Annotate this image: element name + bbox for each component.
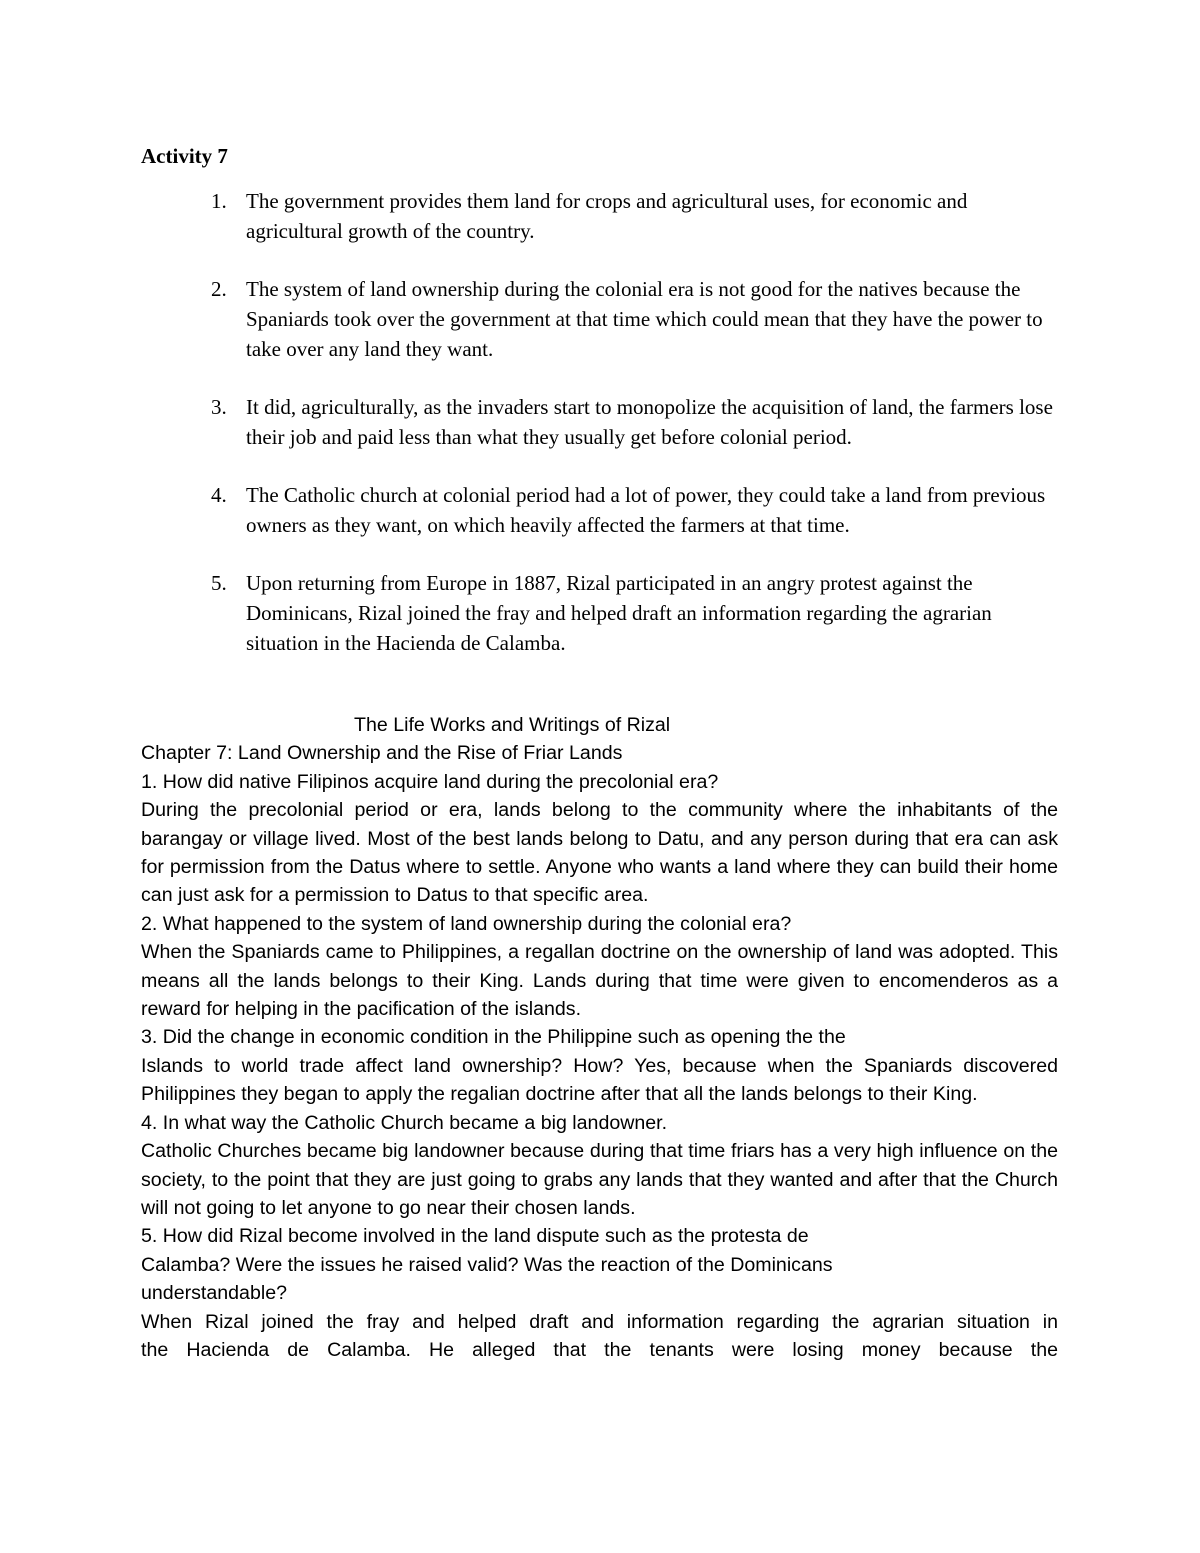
answer-item <box>0 392 1200 452</box>
answer-item <box>0 568 1200 658</box>
chapter-heading: Chapter 7: Land Ownership and the Rise of Friar Lands <box>141 742 623 765</box>
answer-item <box>0 274 1200 364</box>
question-5-line: understandable? <box>141 1282 287 1305</box>
question-1: 1. How did native Filipinos acquire land during the precolonial era? <box>141 770 719 793</box>
answer-number: 2. <box>211 277 227 301</box>
answer-number: 4. <box>211 483 227 507</box>
activity-answer-list <box>0 186 1200 686</box>
answer-number: 3. <box>211 395 227 419</box>
answer-number: 1. <box>211 189 227 213</box>
question-5-line: Calamba? Were the issues he raised valid? Was the reaction of the Dominicans <box>141 1253 833 1276</box>
question-5-line: 5. How did Rizal become involved in the land dispute such as the protesta de <box>141 1225 809 1248</box>
activity-title: Activity 7 <box>141 144 228 168</box>
answer-1: During the precolonial period or era, lands belong to the community where the inhabitants of the barangay or village lived. Most of the best lands belong to Datu, and any person during that era can ask for permission from the Datus where to settle. Anyone who wants a land where they can build their home can just ask for a permission to Datus to that specific area. <box>141 799 1058 907</box>
answer-text: Upon returning from Europe in 1887, Rizal participated in an angry protest against the Dominicans, Rizal joined the fray and helped draft an information regarding the agrarian situation in the Hacienda de Calamba. <box>246 571 992 655</box>
answer-text: The system of land ownership during the colonial era is not good for the natives because the Spaniards took over the government at that time which could mean that they have the power to take over any land they want. <box>246 277 1043 361</box>
answer-number: 5. <box>211 571 227 595</box>
answer-5-line: the Hacienda de Calamba. He alleged that the tenants were losing money because the <box>141 1338 1058 1361</box>
answer-text: The Catholic church at colonial period had a lot of power, they could take a land from previous owners as they want, on which heavily affected the farmers at that time. <box>246 483 1046 537</box>
answer-3: Islands to world trade affect land ownership? How? Yes, because when the Spaniards discovered Philippines they began to apply the regalian doctrine after that all the lands belongs to their King. <box>141 1054 1058 1106</box>
answer-5-line: When Rizal joined the fray and helped draft and information regarding the agrarian situation in <box>141 1310 1058 1333</box>
answer-4: Catholic Churches became big landowner because during that time friars has a very high influence on the society, to the point that they are just going to grabs any lands that they wanted and after that the Church will not going to let anyone to go near their chosen lands. <box>141 1140 1058 1219</box>
chapter-section <box>141 711 1058 1364</box>
question-3-line: 3. Did the change in economic condition in the Philippine such as opening the the <box>141 1026 846 1049</box>
answer-item <box>0 480 1200 540</box>
answer-text: The government provides them land for crops and agricultural uses, for economic and agricultural growth of the country. <box>246 189 968 243</box>
answer-2: When the Spaniards came to Philippines, a regallan doctrine on the ownership of land was adopted. This means all the lands belongs to their King. Lands during that time were given to encomenderos as a reward for helping in the pacification of the islands. <box>141 941 1058 1021</box>
section-title: The Life Works and Writings of Rizal <box>354 714 671 736</box>
question-4: 4. In what way the Catholic Church became a big landowner. <box>141 1111 668 1134</box>
question-2: 2. What happened to the system of land ownership during the colonial era? <box>141 912 792 935</box>
answer-item <box>0 186 1200 246</box>
answer-text: It did, agriculturally, as the invaders start to monopolize the acquisition of land, the farmers lose their job and paid less than what they usually get before colonial period. <box>246 395 1053 449</box>
